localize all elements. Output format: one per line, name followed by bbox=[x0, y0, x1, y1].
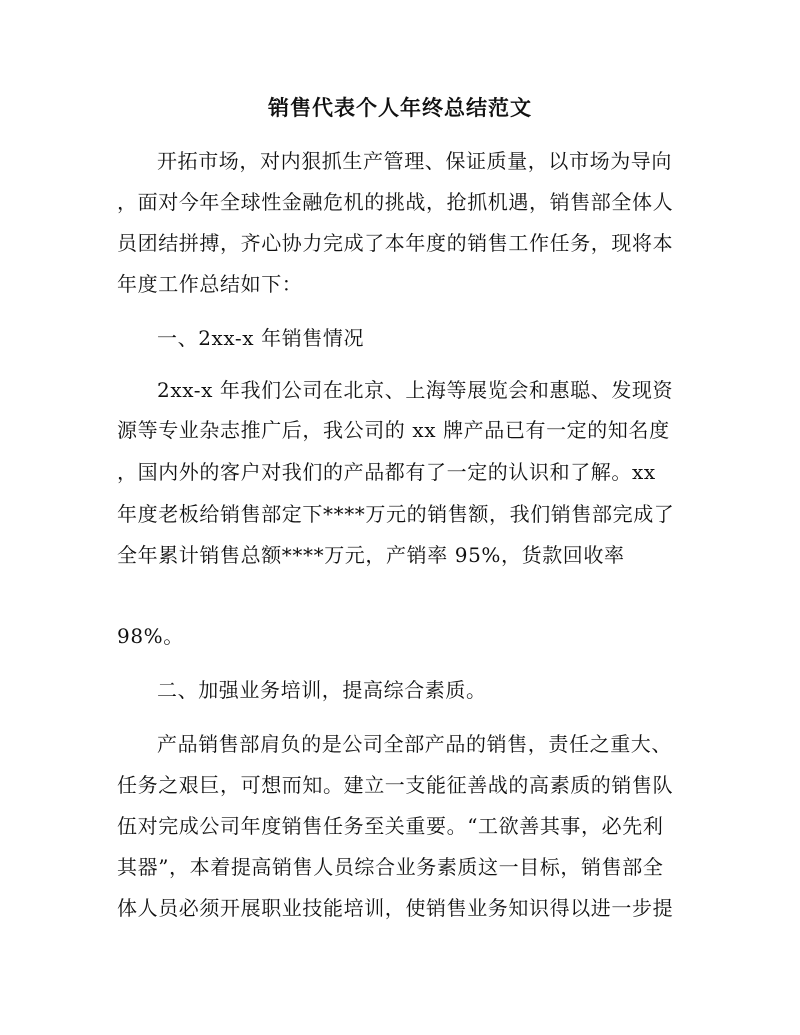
document-title: 销售代表个人年终总结范文 bbox=[268, 95, 532, 120]
section-heading: 一、2xx-x 年销售情况 bbox=[157, 326, 365, 350]
paragraph-line: 年度老板给销售部定下****万元的销售额，我们销售部完成了 bbox=[117, 502, 675, 526]
paragraph-line: 体人员必须开展职业技能培训，使销售业务知识得以进一步提 bbox=[117, 896, 674, 920]
paragraph-line: 年度工作总结如下： bbox=[117, 272, 303, 296]
paragraph-line: 其器”，本着提高销售人员综合业务素质这一目标，销售部全 bbox=[117, 855, 664, 879]
paragraph-line: 任务之艰巨，可想而知。建立一支能征善战的高素质的销售队 bbox=[117, 773, 674, 797]
section-heading: 二、加强业务培训，提高综合素质。 bbox=[157, 678, 487, 702]
paragraph-line: 伍对完成公司年度销售任务至关重要。“工欲善其事，必先利 bbox=[117, 814, 664, 838]
paragraph-line: 产品销售部肩负的是公司全部产品的销售，责任之重大、 bbox=[157, 732, 672, 756]
paragraph-line: ，面对今年全球性金融危机的挑战，抢抓机遇，销售部全体人 bbox=[117, 190, 674, 214]
paragraph-line: ，国内外的客户对我们的产品都有了一定的认识和了解。xx bbox=[117, 460, 656, 484]
paragraph-line: 源等专业杂志推广后，我公司的 xx 牌产品已有一定的知名度 bbox=[117, 418, 670, 442]
paragraph-line: 开拓市场，对内狠抓生产管理、保证质量，以市场为导向 bbox=[157, 149, 672, 173]
paragraph-line: 98%。 bbox=[117, 624, 184, 648]
paragraph-line: 员团结拼搏，齐心协力完成了本年度的销售工作任务，现将本 bbox=[117, 231, 674, 255]
paragraph-line: 2xx-x 年我们公司在北京、上海等展览会和惠聪、发现资 bbox=[157, 378, 674, 402]
paragraph-line: 全年累计销售总额****万元，产销率 95%，货款回收率 bbox=[117, 543, 625, 567]
